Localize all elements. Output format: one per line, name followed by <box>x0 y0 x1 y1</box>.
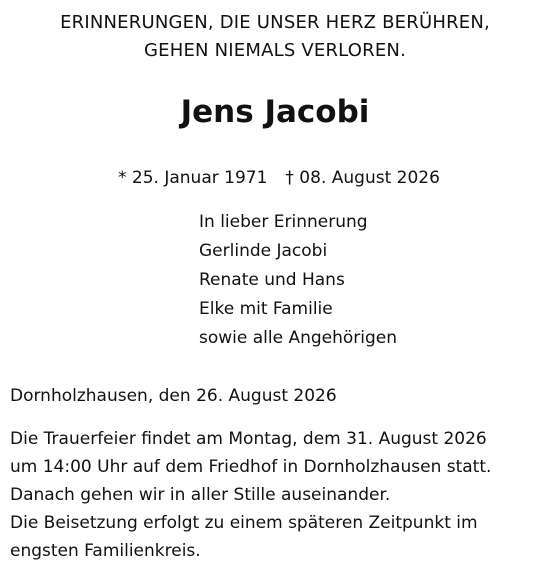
life-dates <box>118 165 440 191</box>
memorial-motto <box>0 9 550 65</box>
service-line: Die Trauerfeier findet am Montag, dem 31. August 2026 <box>10 429 487 449</box>
mourners-line: Renate und Hans <box>199 270 345 290</box>
deceased-name: Jens Jacobi <box>180 94 370 130</box>
mourners-line: Elke mit Familie <box>199 299 333 319</box>
death-date: † 08. August 2026 <box>285 168 440 188</box>
mourners-line: sowie alle Angehörigen <box>199 328 398 348</box>
service-line: um 14:00 Uhr auf dem Friedhof in Dornholzhausen statt. <box>10 457 492 477</box>
service-line: Die Beisetzung erfolgt zu einem späteren Zeitpunkt im <box>10 513 478 533</box>
funeral-service-info <box>10 425 491 565</box>
mourners-list <box>199 208 397 353</box>
mourners-line: In lieber Erinnerung <box>199 212 368 232</box>
service-line: engsten Familienkreis. <box>10 541 201 561</box>
motto-line-2: GEHEN NIEMALS VERLOREN. <box>144 40 406 61</box>
service-line: Danach gehen wir in aller Stille auseinander. <box>10 485 391 505</box>
motto-line-1: ERINNERUNGEN, DIE UNSER HERZ BERÜHREN, <box>60 12 490 33</box>
mourners-line: Gerlinde Jacobi <box>199 241 328 261</box>
birth-date: * 25. Januar 1971 <box>118 168 268 188</box>
place-and-date: Dornholzhausen, den 26. August 2026 <box>10 386 337 406</box>
